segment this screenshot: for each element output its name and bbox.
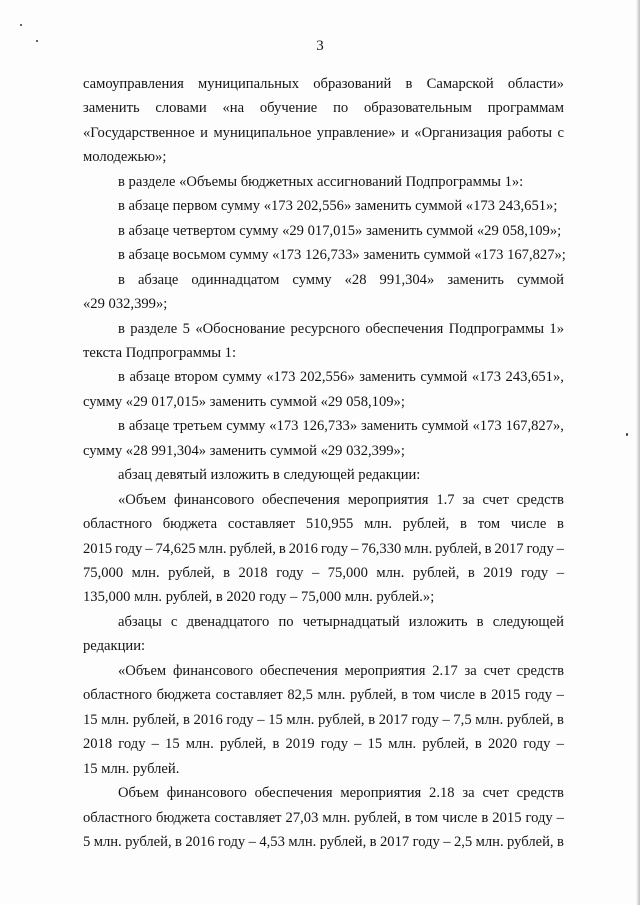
text-line: 2015 году – 74,625 млн. рублей, в 2016 году – 76,330 млн. рублей, в 2017 году – — [83, 540, 564, 557]
text-line: в разделе 5 «Обоснование ресурсного обеспечения Подпрограммы 1» — [118, 320, 564, 337]
text-line: 5 млн. рублей, в 2016 году – 4,53 млн. рублей, в 2017 году – 2,5 млн. рублей, в — [83, 833, 564, 850]
page-number: 3 — [316, 38, 324, 54]
text-line: областного бюджета составляет 82,5 млн. рублей, в том числе в 2015 году – — [83, 687, 564, 704]
text-line: заменить словами «на обучение по образовательным программам — [83, 100, 564, 117]
text-line: абзац девятый изложить в следующей редакции: — [118, 467, 421, 484]
text-line: сумму «28 991,304» заменить суммой «29 032,399»; — [83, 442, 405, 459]
text-line: в разделе «Объемы бюджетных ассигнований Подпрограммы 1»: — [118, 173, 524, 190]
text-line: «Государственное и муниципальное управление» и «Организация работы с — [83, 124, 564, 141]
text-line: «Объем финансового обеспечения мероприятия 2.17 за счет средств — [118, 662, 564, 679]
text-line: в абзаце первом сумму «173 202,556» заменить суммой «173 243,651»; — [118, 198, 558, 215]
text-line: «Объем финансового обеспечения мероприятия 1.7 за счет средств — [118, 491, 564, 508]
text-line: в абзаце втором сумму «173 202,556» заменить суммой «173 243,651», — [118, 369, 564, 386]
text-line: самоуправления муниципальных образований в Самарской области» — [83, 76, 564, 92]
text-line: Объем финансового обеспечения мероприятия 2.18 за счет средств — [118, 785, 564, 802]
text-line: 15 млн. рублей. — [83, 760, 180, 777]
text-line: в абзаце третьем сумму «173 126,733» заменить суммой «173 167,827», — [118, 418, 564, 435]
text-line: в абзаце четвертом сумму «29 017,015» заменить суммой «29 058,109»; — [118, 222, 562, 239]
scan-speck — [626, 433, 628, 436]
text-line: молодежью»; — [83, 149, 167, 166]
scan-speck — [20, 24, 22, 26]
text-line: 15 млн. рублей, в 2016 году – 15 млн. рублей, в 2017 году – 7,5 млн. рублей, в — [83, 711, 564, 728]
text-line: в абзаце одиннадцатом сумму «28 991,304» заменить суммой — [118, 271, 564, 288]
text-line: «29 032,399»; — [83, 296, 168, 313]
text-line: 75,000 млн. рублей, в 2018 году – 75,000 млн. рублей, в 2019 году – — [83, 565, 564, 581]
text-line: областного бюджета составляет 510,955 млн. рублей, в том числе в — [83, 516, 564, 533]
text-line: текста Подпрограммы 1: — [83, 344, 237, 361]
text-line: 2018 году – 15 млн. рублей, в 2019 году – 15 млн. рублей, в 2020 году – — [83, 736, 564, 753]
text-line: 135,000 млн. рублей, в 2020 году – 75,000 млн. рублей.»; — [83, 589, 435, 606]
text-line: редакции: — [83, 638, 146, 655]
scan-edge — [636, 0, 640, 905]
text-line: в абзаце восьмом сумму «173 126,733» заменить суммой «173 167,827»; — [118, 247, 566, 264]
text-line: областного бюджета составляет 27,03 млн. рублей, в том числе в 2015 году – — [83, 809, 564, 826]
text-line: сумму «29 017,015» заменить суммой «29 058,109»; — [83, 393, 405, 410]
text-line: абзацы с двенадцатого по четырнадцатый изложить в следующей — [118, 613, 564, 630]
